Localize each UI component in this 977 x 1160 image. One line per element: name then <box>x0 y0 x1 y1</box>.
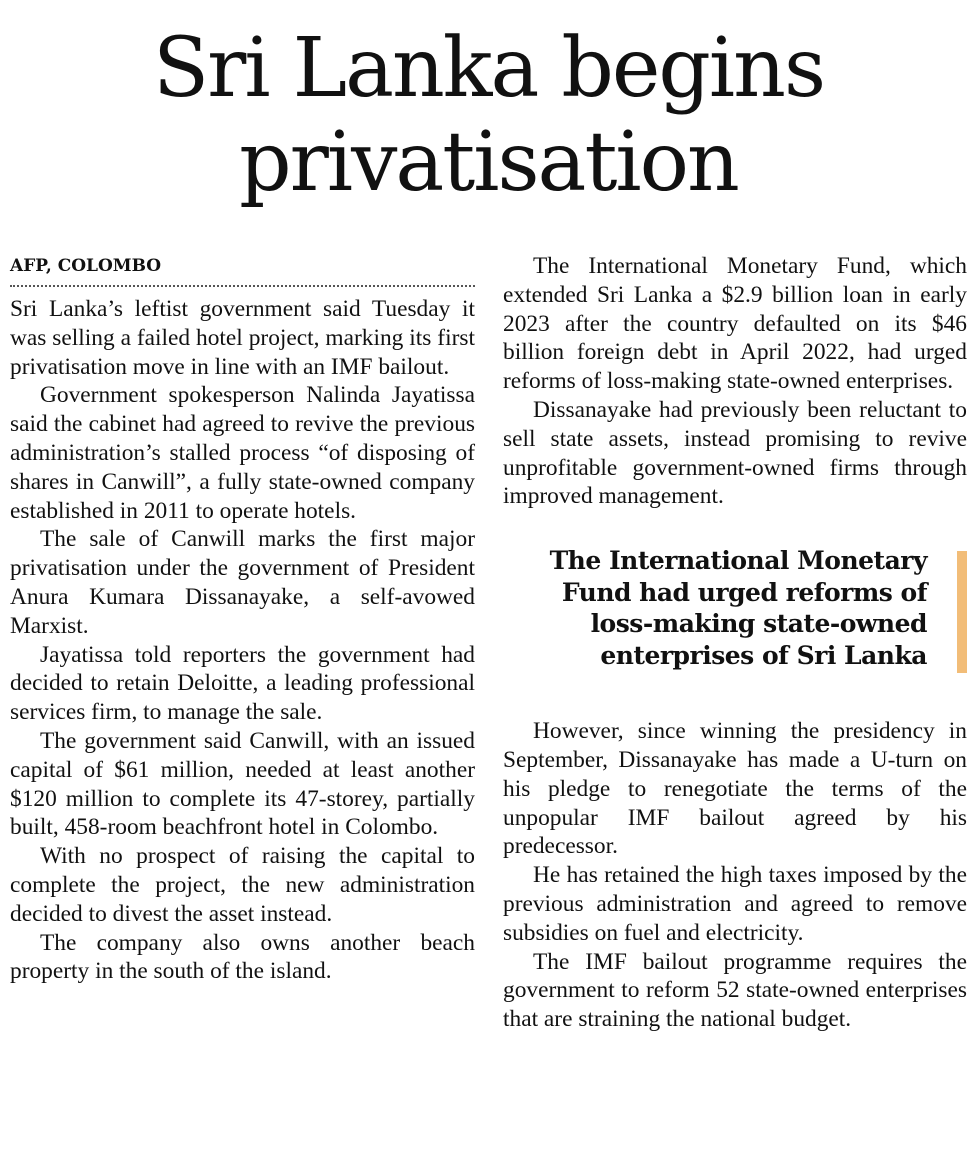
body-paragraph: Jayatissa told reporters the government had decided to retain Deloitte, a leading professional services firm, to manage the sale. <box>10 641 475 726</box>
byline: AFP, COLOMBO <box>10 252 475 287</box>
body-paragraph: However, since winning the presidency in September, Dissanayake has made a U-turn on his pledge to renegotiate the terms of the unpopular IMF bailout agreed by his predecessor. <box>503 718 967 860</box>
body-paragraph: Sri Lanka’s leftist government said Tuesday it was selling a failed hotel project, marking its first privatisation move in line with an IMF bailout. <box>10 296 475 380</box>
body-paragraph: The IMF bailout programme requires the government to reform 52 state-owned enterprises that are straining the national budget. <box>503 948 967 1033</box>
body-paragraph: He has retained the high taxes imposed by the previous administration and agreed to remove subsidies on fuel and electricity. <box>503 862 967 946</box>
body-paragraph: Dissanayake had previously been reluctant to sell state assets, instead promising to revive unprofitable government-owned firms through improved management. <box>503 396 967 510</box>
body-paragraph: Government spokesperson Nalinda Jayatissa said the cabinet had agreed to revive the previous administration’s stalled process “of disposing of shares in Canwill”, a fully state-owned company established in 2011 to operate hotels. <box>10 382 475 524</box>
pull-quote-line: enterprises of Sri Lanka <box>600 640 927 670</box>
headline-line-1: Sri Lanka begins <box>152 21 825 116</box>
pull-quote-line: loss-making state-owned <box>590 609 927 639</box>
right-column <box>503 252 967 1034</box>
body-paragraph: The company also owns another beach property in the south of the island. <box>10 929 475 985</box>
pull-quote-line: Fund had urged reforms of <box>561 577 927 607</box>
headline <box>0 22 977 210</box>
body-paragraph: The sale of Canwill marks the first major privatisation under the government of President Anura Kumara Dissanayake, a self-avowed Marxist. <box>10 526 475 639</box>
headline-line-2: privatisation <box>239 115 738 210</box>
pull-quote-line: The International Monetary <box>549 546 927 576</box>
body-paragraph: The government said Canwill, with an issued capital of $61 million, needed at least another $120 million to complete its 47-storey, partially built, 458-room beachfront hotel in Colombo. <box>10 727 475 841</box>
left-column <box>10 252 475 986</box>
body-paragraph: With no prospect of raising the capital to complete the project, the new administration decided to divest the asset instead. <box>10 843 475 927</box>
body-paragraph: The International Monetary Fund, which extended Sri Lanka a $2.9 billion loan in early 2023 after the country defaulted on its $46 billion foreign debt in April 2022, had urged reforms of loss-making state-owned enterprises. <box>503 253 967 395</box>
pull-quote-accent-bar <box>957 551 967 673</box>
pull-quote <box>503 545 967 671</box>
